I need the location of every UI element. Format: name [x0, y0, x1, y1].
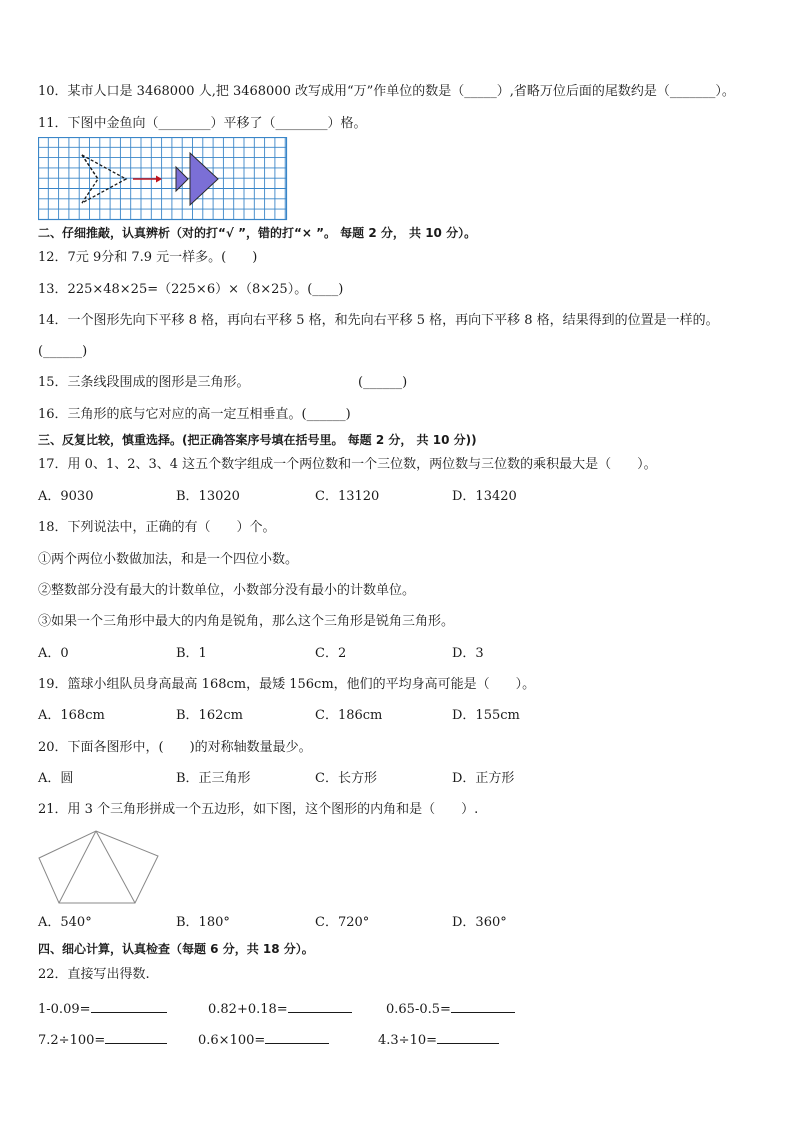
- question-18-statement-1: ①两个两位小数做加法，和是一个四位小数。: [38, 552, 299, 567]
- option-b[interactable]: B．13020: [176, 489, 240, 504]
- question-18: 18．下列说法中，正确的有（ ）个。: [38, 520, 276, 535]
- option-b[interactable]: B．正三角形: [176, 771, 251, 786]
- option-b[interactable]: B．1: [176, 646, 207, 661]
- answer-blank[interactable]: [437, 1029, 499, 1044]
- option-b[interactable]: B．162cm: [176, 708, 243, 723]
- option-c[interactable]: C．长方形: [315, 771, 377, 786]
- answer-blank[interactable]: [265, 1029, 329, 1044]
- question-19: 19．篮球小组队员身高最高 168cm，最矮 156cm，他们的平均身高可能是（ ）。: [38, 677, 536, 692]
- option-b[interactable]: B．180°: [176, 915, 230, 930]
- answer-blank[interactable]: [105, 1029, 167, 1044]
- question-18-statement-2: ②整数部分没有最大的计数单位，小数部分没有最小的计数单位。: [38, 583, 416, 598]
- calc-item: 0.6×100=: [198, 1029, 329, 1050]
- question-21: 21．用 3 个三角形拼成一个五边形，如下图，这个图形的内角和是（ ）.: [38, 802, 479, 817]
- option-a[interactable]: A．0: [38, 646, 69, 661]
- calc-item: 4.3÷10=: [378, 1029, 499, 1050]
- question-14: 14．一个图形先向下平移 8 格，再向右平移 5 格，和先向右平移 5 格，再向下平移 8 格，结果得到的位置是一样的。: [38, 313, 719, 328]
- answer-blank[interactable]: [91, 998, 167, 1013]
- question-14-blank: (______): [38, 344, 88, 359]
- option-d[interactable]: D．13420: [452, 489, 517, 504]
- option-c[interactable]: C．720°: [315, 915, 370, 930]
- question-13: 13．225×48×25=（225×6）×（8×25）。(____): [38, 282, 344, 297]
- option-d[interactable]: D．155cm: [452, 708, 520, 723]
- option-d[interactable]: D．360°: [452, 915, 507, 930]
- question-15-blank: (______): [358, 375, 408, 390]
- option-d[interactable]: D．3: [452, 646, 484, 661]
- question-17: 17．用 0、1、2、3、4 这五个数字组成一个两位数和一个三位数，两位数与三位数的乘积最大是（ ）。: [38, 457, 657, 472]
- calc-item: 7.2÷100=: [38, 1029, 167, 1050]
- answer-blank[interactable]: [288, 998, 352, 1013]
- option-a[interactable]: A．9030: [38, 489, 94, 504]
- section-4-heading: 四、细心计算，认真检查（每题 6 分，共 18 分）。: [38, 942, 314, 956]
- option-c[interactable]: C．2: [315, 646, 347, 661]
- calc-item: 1-0.09=: [38, 998, 167, 1019]
- calc-item: 0.65-0.5=: [386, 998, 515, 1019]
- answer-blank[interactable]: [451, 998, 515, 1013]
- question-15: 15．三条线段围成的图形是三角形。: [38, 375, 250, 390]
- question-11: 11．下图中金鱼向（________）平移了（________）格。: [38, 116, 367, 131]
- question-10: 10．某市人口是 3468000 人,把 3468000 改写成用“万”作单位的数是（_____）,省略万位后面的尾数约是（_______）。: [38, 84, 735, 99]
- calc-item: 0.82+0.18=: [208, 998, 352, 1019]
- question-12: 12．7元 9分和 7.9 元一样多。( ): [38, 250, 258, 265]
- option-c[interactable]: C．186cm: [315, 708, 383, 723]
- question-22: 22．直接写出得数.: [38, 967, 150, 982]
- pentagon-figure: [34, 826, 164, 906]
- question-20: 20．下面各图形中，( )的对称轴数量最少。: [38, 740, 312, 755]
- question-16: 16．三角形的底与它对应的高一定互相垂直。(______): [38, 407, 351, 422]
- option-a[interactable]: A．168cm: [38, 708, 105, 723]
- question-18-statement-3: ③如果一个三角形中最大的内角是锐角，那么这个三角形是锐角三角形。: [38, 614, 455, 629]
- option-a[interactable]: A．圆: [38, 771, 74, 786]
- option-a[interactable]: A．540°: [38, 915, 92, 930]
- section-2-heading: 二、仔细推敲，认真辨析（对的打“√ ”，错的打“× ”。 每题 2 分， 共 10 分）。: [38, 226, 477, 240]
- option-c[interactable]: C．13120: [315, 489, 380, 504]
- section-3-heading: 三、反复比较，慎重选择。(把正确答案序号填在括号里。 每题 2 分， 共 10 分)): [38, 433, 477, 447]
- option-d[interactable]: D．正方形: [452, 771, 515, 786]
- fish-grid-figure: [38, 137, 288, 221]
